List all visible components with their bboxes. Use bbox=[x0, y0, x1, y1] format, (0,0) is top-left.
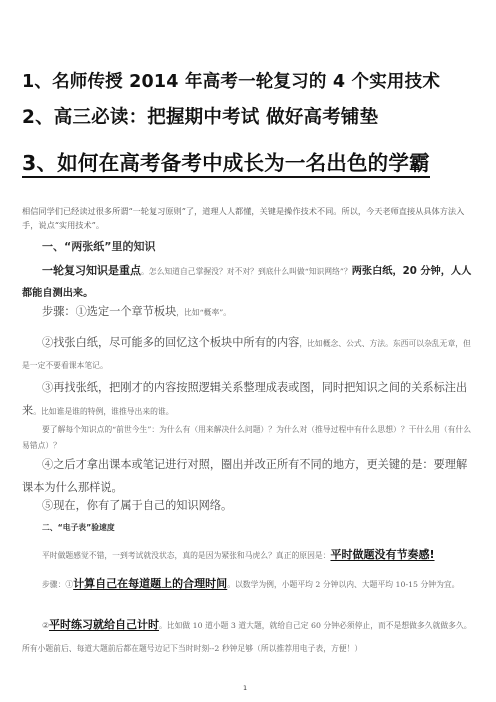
title-line-1[interactable]: 1、名师传授 2014 年高考一轮复习的 4 个实用技术 bbox=[22, 72, 441, 92]
key-phrase: 一轮复习知识是重点 bbox=[42, 264, 141, 277]
step-4: ④之后才拿出课本或笔记进行对照，圈出并改正所有不同的地方，更关键的是：要理解课本为什么那样说。 bbox=[22, 458, 468, 494]
section-2-heading: 二、“电子表”验速度 bbox=[42, 523, 115, 532]
section-1-paragraph-1: 一轮复习知识是重点。怎么知道自己掌握没？对不对？到底什么叫做“知识网络”？两张白纸，20 分钟，人人都能自测出来。 bbox=[22, 264, 472, 299]
section-2-step-1: 步骤：①计算自己在每道题上的合理时间。以数学为例，小题平均 2 分钟以内、大题平均 10-15 分钟为宜。 bbox=[42, 577, 460, 590]
section-2-step-2: ②平时练习就给自己计时。比如做 10 道小题 3 道大题，就给自己定 60 分钟必须停止，而不是想做多久就做多久。所有小题前后、每道大题前后都在题号边记下当时时刻--2 秒钟足够（所以推荐用电子表，方便！） bbox=[22, 618, 472, 653]
title-line-2[interactable]: 2、高三必读：把握期中考试 做好高考铺垫 bbox=[22, 107, 379, 128]
title-line-3[interactable] bbox=[22, 146, 430, 176]
section-1-heading: 一、“两张纸”里的知识 bbox=[42, 240, 156, 253]
step-1: 步骤：①选定一个章节板块，比如“概率”。 bbox=[42, 305, 232, 318]
step-3: ③再找张纸，把刚才的内容按照逻辑关系整理成表或图，同时把知识之间的关系标注出来。比如谁是谁的特例，谁推导出来的谁。 bbox=[22, 381, 468, 417]
rhythm-emphasis: 平时做题没有节奏感! bbox=[330, 548, 435, 561]
page-number: 1 bbox=[243, 684, 248, 692]
step-2: ②找张白纸，尽可能多的回忆这个板块中所有的内容，比如概念、公式、方法。东西可以杂乱无章，但是一定不要看课本笔记。 bbox=[22, 336, 471, 370]
step-5: ⑤现在，你有了属于自己的知识网络。 bbox=[42, 499, 233, 512]
knowledge-note: 要了解每个知识点的“前世今生”：为什么有（用来解决什么问题）？为什么对（推导过程中有什么思想）？干什么用（有什么易错点）？ bbox=[22, 425, 471, 450]
intro-paragraph: 相信同学们已经读过很多所谓“一轮复习原则”了，道理人人都懂，关键是操作技术不同。所以，今天老师直接从具体方法入手，说点“实用技术”。 bbox=[22, 206, 465, 230]
section-2-paragraph-1: 平时做题感觉不错，一到考试就没状态，真的是因为紧张和马虎么？真正的原因是：平时做题没有节奏感! bbox=[42, 548, 435, 561]
title-line-3-text: 3、如何在高考备考中成长为一名出色的学霸 bbox=[22, 151, 430, 178]
